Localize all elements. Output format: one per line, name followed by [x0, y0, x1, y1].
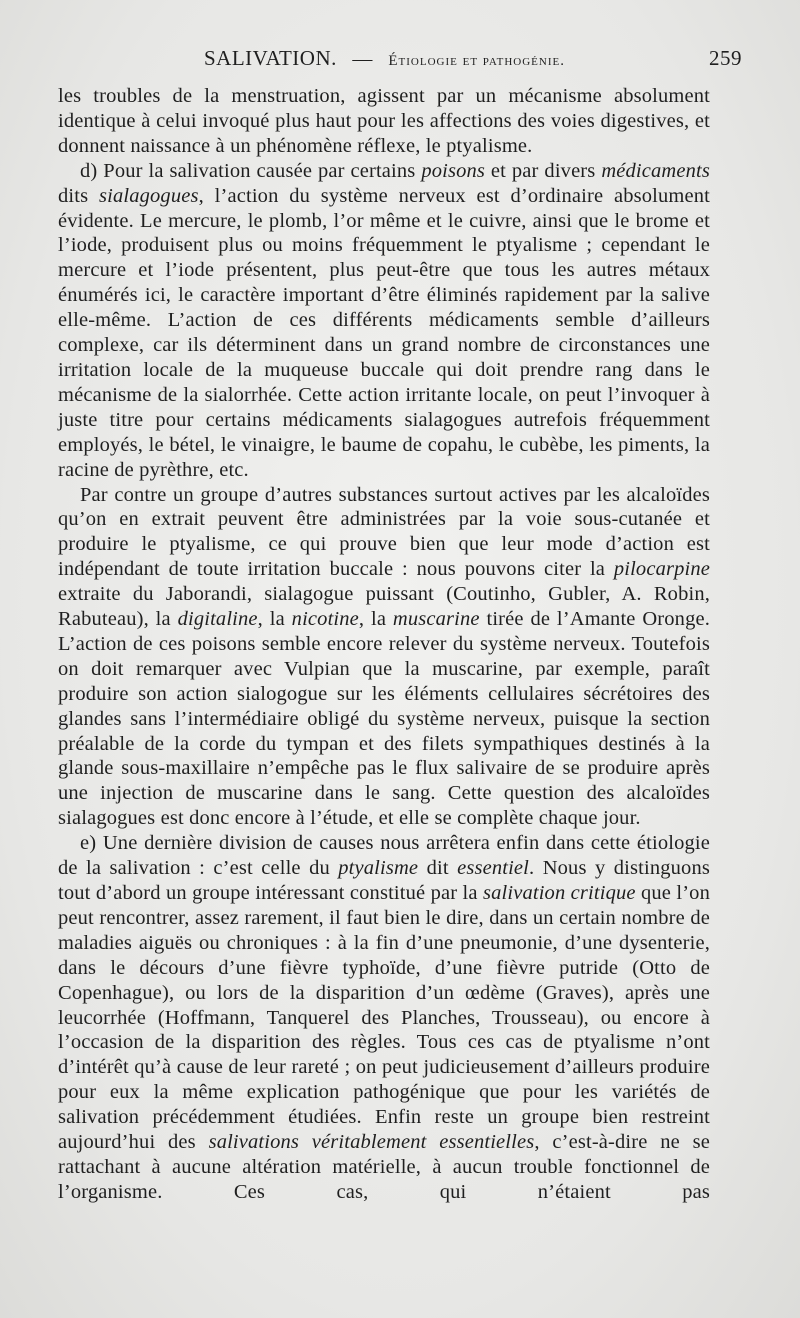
- italic-term: nicotine: [291, 608, 359, 631]
- text-run: dit: [418, 857, 458, 880]
- text-run: Par contre un groupe d’autres substances surtout actives par les alcaloïdes qu’on en extrait peuvent être administrées par la voie sous-cutanée et produire le ptyalisme, ce qui prouve bien que leur mode d’action est indépendant de toute irritation buccale : nous pouvons citer la: [58, 483, 710, 581]
- paragraph: [58, 159, 710, 483]
- italic-term: salivations véritablement essentielles: [208, 1131, 535, 1154]
- chapter-title: SALIVATION.: [204, 46, 337, 70]
- italic-term: poisons: [421, 159, 486, 182]
- running-head-titles: [204, 46, 565, 71]
- italic-term: digitaline: [177, 608, 258, 631]
- title-separator: —: [352, 48, 373, 70]
- body-text: [58, 84, 710, 1205]
- text-run: que l’on peut rencontrer, assez rarement, il faut bien le dire, dans un certain nombre de maladies aiguës ou chroniques : à la fin d’une pneumonie, d’une dysenterie, dans le décours d’une fièvre typhoïde, d’une fièvre putride (Otto de Copenhague), ou lors de la disparition d’un œdème (Graves), après une leucorrhée (Hoffmann, Tanquerel des Planches, Trousseau), ou encore à l’occasion de la disparition des règles. Tous ces cas de ptyalisme n’ont d’intérêt qu’à cause de leur rareté ; on peut judicieusement d’ailleurs produire pour eux la même explication pathogénique que pour les variétés de salivation précédemment étudiées. Enfin reste un groupe bien restreint aujourd’hui des: [58, 882, 710, 1154]
- text-run: , la: [358, 608, 393, 631]
- paragraph: [58, 483, 710, 832]
- paragraph: [58, 84, 710, 159]
- italic-term: salivation critique: [482, 882, 636, 904]
- italic-term: pilocarpine: [613, 558, 710, 581]
- text-run: dits: [58, 184, 99, 207]
- section-subtitle: Étiologie et pathogénie.: [388, 53, 565, 69]
- running-head: [60, 46, 748, 74]
- text-run: , c’est-à-dire ne se rattachant à aucune altération matérielle, à aucun trouble fonctionnel de l’organisme. Ces cas, qui n’étaient pas: [58, 1131, 711, 1203]
- text-run: et par divers: [485, 159, 602, 182]
- italic-term: médicaments: [601, 159, 710, 182]
- italic-term: ptyalisme: [338, 857, 419, 880]
- page-number: 259: [709, 46, 742, 70]
- text-run: les troubles de la menstruation, agissent par un mécanisme absolument identique à celui invoqué plus haut pour les affections des voies digestives, et donnent naissance à un phénomène réflexe, le ptyalisme.: [58, 85, 710, 157]
- text-run: , la: [257, 608, 292, 631]
- text-run: tirée de l’Amante Oronge. L’action de ces poisons semble encore relever du système nerveux. Toutefois on doit remarquer avec Vulpian que la muscarine, par exemple, paraît produire son action sialogogue sur les éléments cellulaires sécrétoires des glandes sans l’intermédiaire obligé du système nerveux, puisque la section préalable de la corde du tympan et des filets sympathiques destinés à la glande sous-maxillaire n’empêche pas le flux salivaire de se produire après une injection de muscarine dans le sang. Cette question des alcaloïdes sialagogues est donc encore à l’étude, et elle se complète chaque jour.: [58, 608, 711, 830]
- italic-term: essentiel: [457, 857, 530, 880]
- italic-term: muscarine: [392, 608, 480, 631]
- italic-term: sialagogues: [99, 184, 199, 207]
- paragraph: [58, 831, 710, 1205]
- text-run: , l’action du système nerveux est d’ordinaire absolument évidente. Le mercure, le plomb, l’or même et le cuivre, ainsi que le brome et l’iode, produisent plus ou moins fréquemment le ptyalisme ; cependant le mercure et l’iode présentent, plus peut-être que tous les autres métaux énumérés ici, le caractère important d’être éliminés rapidement par la salive elle-même. L’action de ces différents médicaments semble d’ailleurs complexe, car ils déterminent dans un grand nombre de circonstances une irritation locale de la muqueuse buccale qui doit prendre rang dans le mécanisme de la sialorrhée. Cette action irritante locale, on peut l’invoquer à juste titre pour certains médicaments sialagogues autrefois fréquemment employés, le bétel, le vinaigre, le baume de copahu, le cubèbe, les piments, la racine de pyrèthre, etc.: [58, 184, 711, 481]
- text-run: e) Une dernière division de causes nous arrêtera enfin dans cette étiologie de la salivation : c’est celle du: [58, 832, 710, 880]
- text-run: extraite du Jaborandi, sialagogue puissant (Coutinho, Gubler, A. Robin, Rabuteau), la: [58, 583, 710, 631]
- text-run: d) Pour la salivation causée par certains: [80, 159, 422, 182]
- text-run: . Nous y distinguons tout d’abord un groupe intéressant constitué par la: [58, 857, 710, 904]
